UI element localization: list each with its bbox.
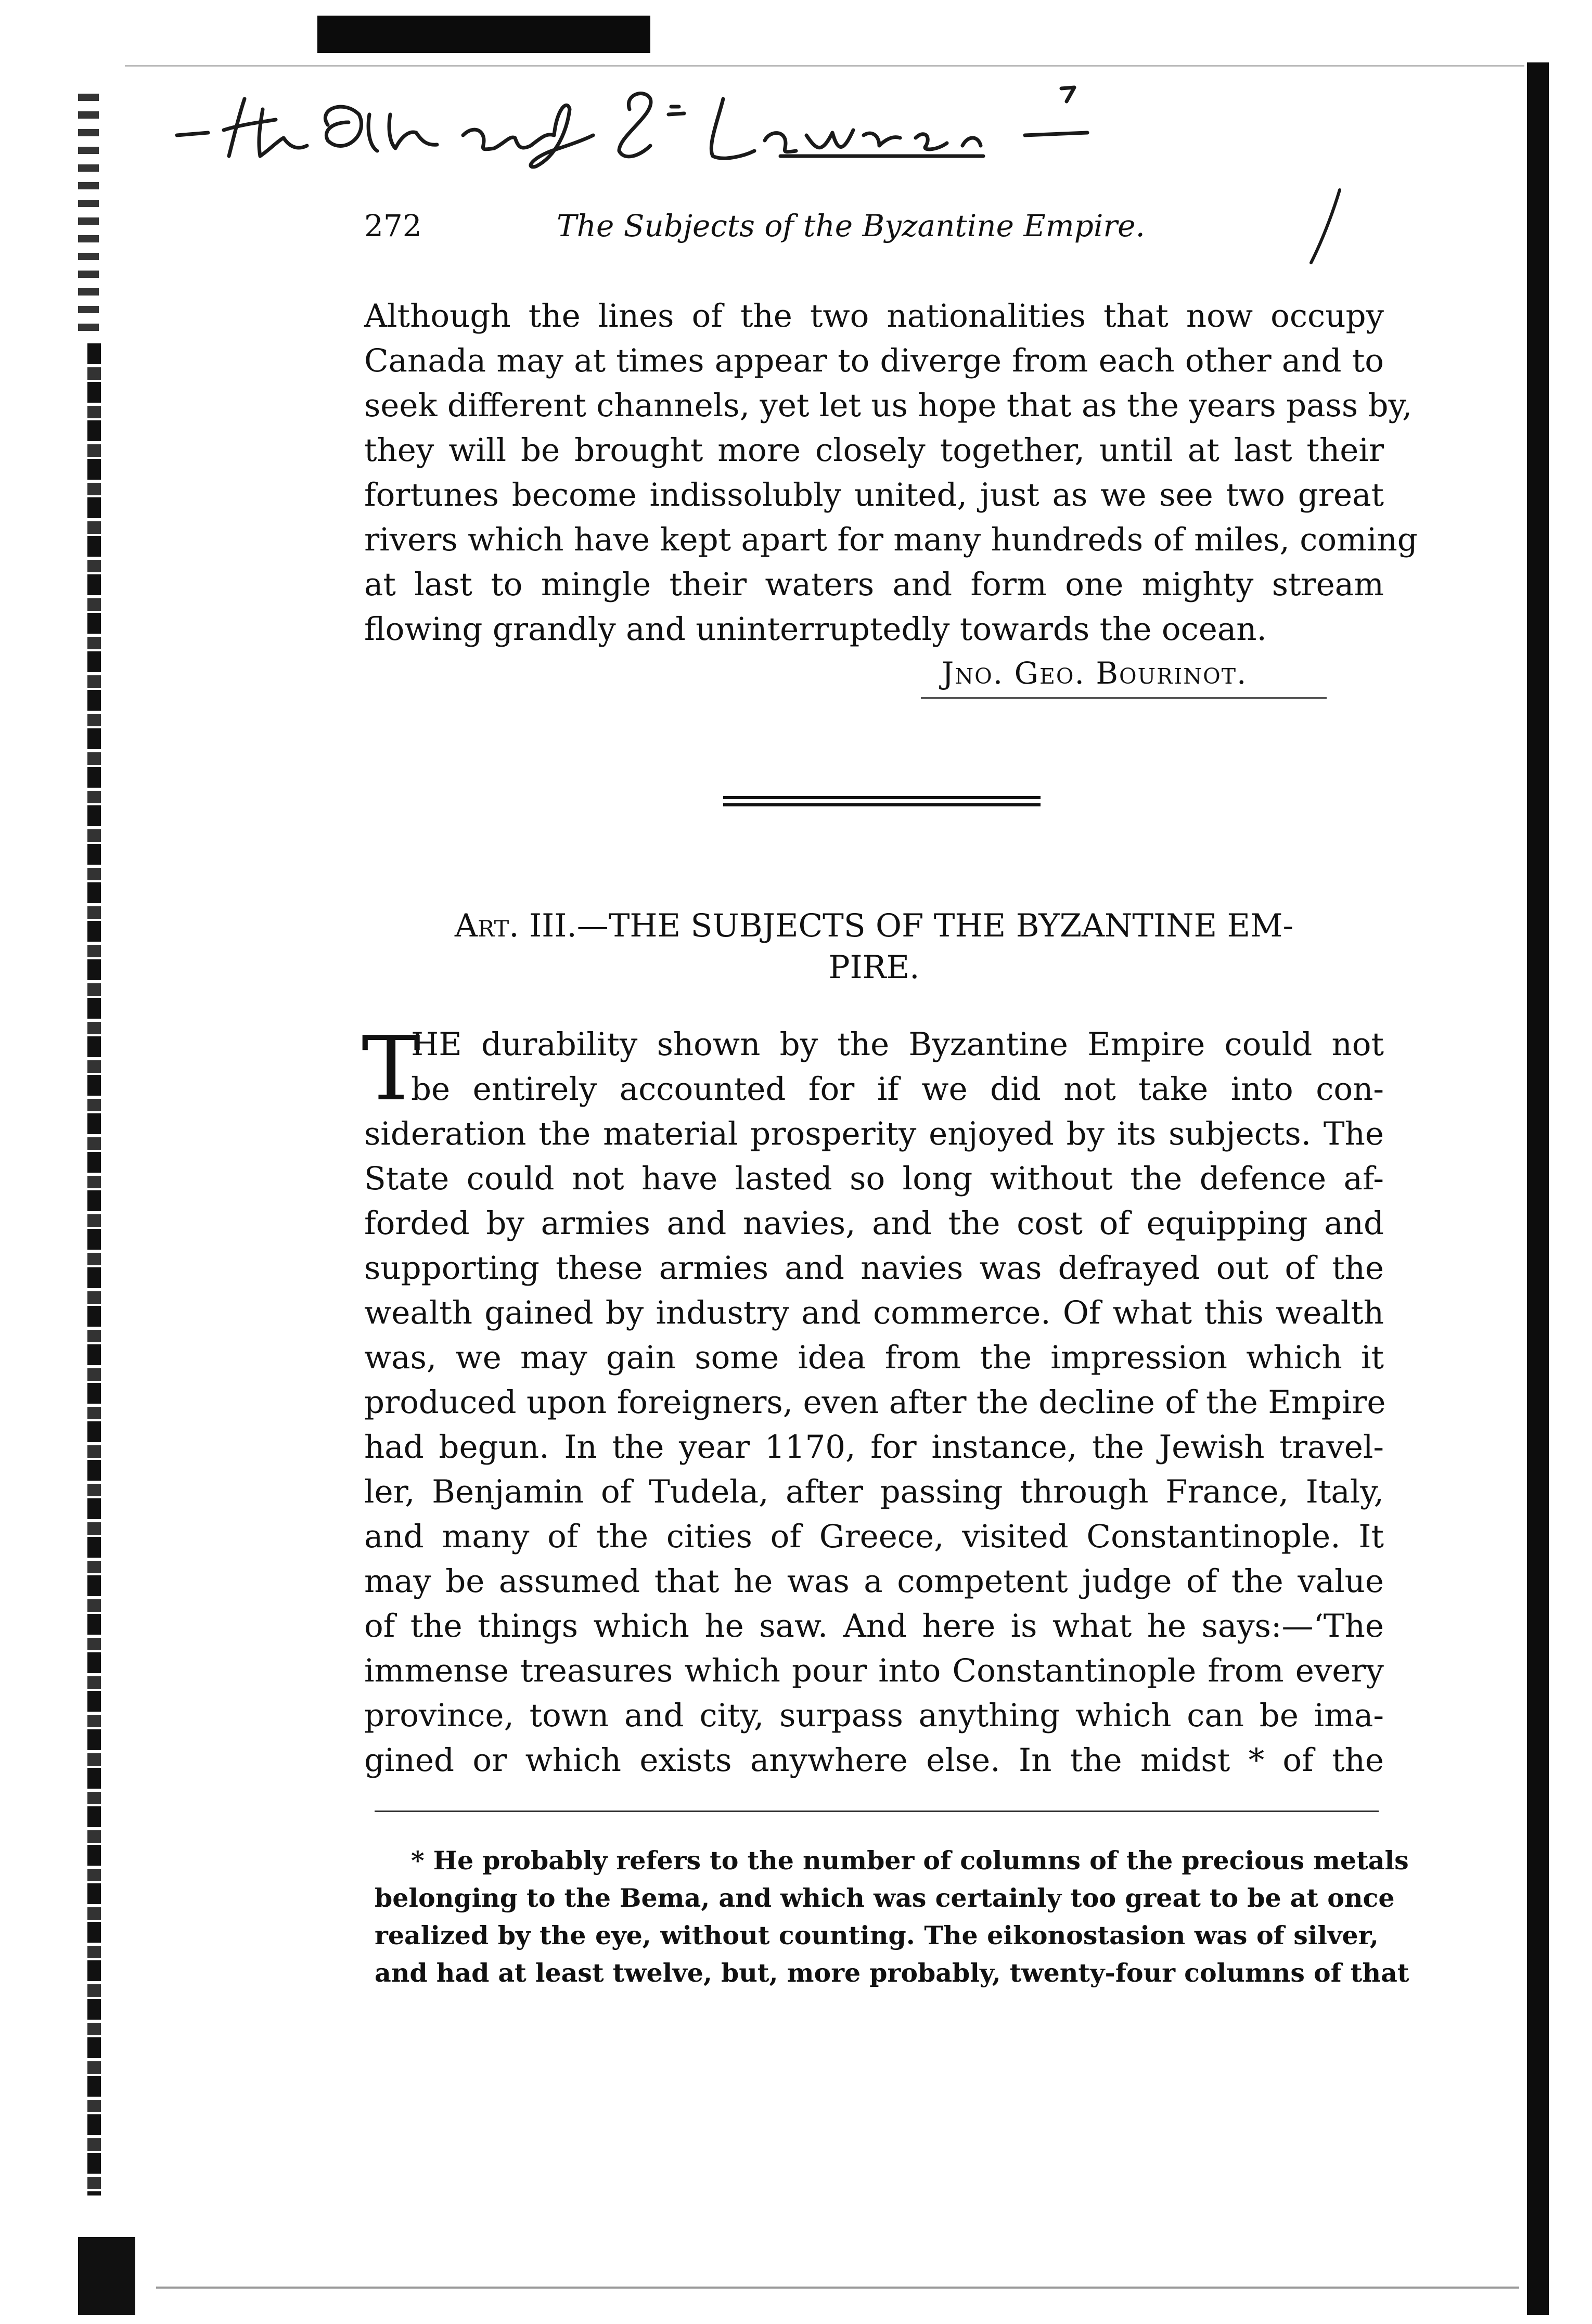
page-number: 272 bbox=[364, 208, 422, 243]
text-line: State could not have lasted so long without the defence af- bbox=[364, 1160, 1384, 1197]
text-line: supporting these armies and navies was defrayed out of the bbox=[364, 1250, 1384, 1287]
signature-underline bbox=[921, 697, 1327, 699]
article-label: Art. III. bbox=[454, 907, 577, 944]
article-title-line-1: —THE SUBJECTS OF THE BYZANTINE EM- bbox=[576, 907, 1294, 944]
body-opening-lines bbox=[411, 1022, 1384, 1112]
scan-artifact-left-spine bbox=[87, 343, 101, 2195]
footnote-line: and had at least twelve, but, more probably, twenty-four columns of that bbox=[375, 1958, 1409, 1988]
text-line: ler, Benjamin of Tudela, after passing through France, Italy, bbox=[364, 1473, 1384, 1510]
text-line: flowing grandly and uninterruptedly towards the ocean. bbox=[364, 611, 1267, 648]
text-line: HE durability shown by the Byzantine Empire could not bbox=[411, 1026, 1384, 1063]
text-line: gined or which exists anywhere else. In the midst * of the bbox=[364, 1742, 1384, 1779]
text-line: fortunes become indissolubly united, just as we see two great bbox=[364, 477, 1384, 513]
preceding-article-paragraph bbox=[364, 294, 1418, 652]
text-line: be entirely accounted for if we did not take into con- bbox=[411, 1071, 1384, 1108]
text-line: rivers which have kept apart for many hundreds of miles, coming bbox=[364, 521, 1418, 558]
running-title: The Subjects of the Byzantine Empire. bbox=[557, 208, 1145, 243]
footnote-line: * He probably refers to the number of columns of the precious metals bbox=[411, 1845, 1409, 1876]
text-line: produced upon foreigners, even after the decline of the Empire bbox=[364, 1384, 1386, 1421]
text-line: may be assumed that he was a competent judge of the value bbox=[364, 1563, 1384, 1600]
text-line: of the things which he saw. And here is what he says:—‘The bbox=[364, 1608, 1384, 1645]
footnote bbox=[375, 1842, 1409, 1992]
article-separator-rule bbox=[723, 796, 1041, 811]
footnote-line: realized by the eye, without counting. The eikonostasion was of silver, bbox=[375, 1920, 1379, 1950]
handwritten-annotation bbox=[172, 78, 1160, 172]
text-line: Canada may at times appear to diverge from each other and to bbox=[364, 342, 1384, 379]
scan-artifact-top-bar bbox=[317, 16, 650, 53]
footnote-line: belonging to the Bema, and which was certainly too great to be at once bbox=[375, 1883, 1395, 1913]
text-line: immense treasures which pour into Constantinople from every bbox=[364, 1652, 1384, 1689]
text-line: seek different channels, yet let us hope that as the years pass by, bbox=[364, 387, 1413, 424]
running-head bbox=[364, 208, 1384, 255]
text-line: Although the lines of the two nationalities that now occupy bbox=[364, 298, 1384, 335]
text-line: province, town and city, surpass anything which can be ima- bbox=[364, 1697, 1384, 1734]
text-line: wealth gained by industry and commerce. Of what this wealth bbox=[364, 1294, 1384, 1331]
body-paragraph bbox=[364, 1112, 1384, 1783]
text-line: sideration the material prosperity enjoyed by its subjects. The bbox=[364, 1115, 1384, 1152]
scan-artifact-frame-line bbox=[125, 65, 1524, 67]
text-line: was, we may gain some idea from the impression which it bbox=[364, 1339, 1384, 1376]
article-heading bbox=[364, 905, 1384, 988]
scan-artifact-bottom-corner bbox=[78, 2237, 135, 2315]
drop-cap: T bbox=[362, 1018, 421, 1121]
text-line: forded by armies and navies, and the cost of equipping and bbox=[364, 1205, 1384, 1242]
text-line: and many of the cities of Greece, visited Constantinople. It bbox=[364, 1518, 1384, 1555]
scan-artifact-bottom-rule bbox=[156, 2287, 1519, 2289]
text-line: they will be brought more closely together, until at last their bbox=[364, 432, 1384, 469]
footnote-rule bbox=[375, 1811, 1379, 1812]
text-line: at last to mingle their waters and form one mighty stream bbox=[364, 566, 1384, 603]
scan-artifact-left-marks bbox=[78, 94, 99, 333]
article-title-line-2: PIRE. bbox=[828, 949, 920, 986]
author-signature: Jno. Geo. Bourinot. bbox=[942, 656, 1248, 691]
text-line: had begun. In the year 1170, for instance, the Jewish travel- bbox=[364, 1429, 1384, 1466]
scan-artifact-right-spine bbox=[1527, 62, 1549, 2315]
